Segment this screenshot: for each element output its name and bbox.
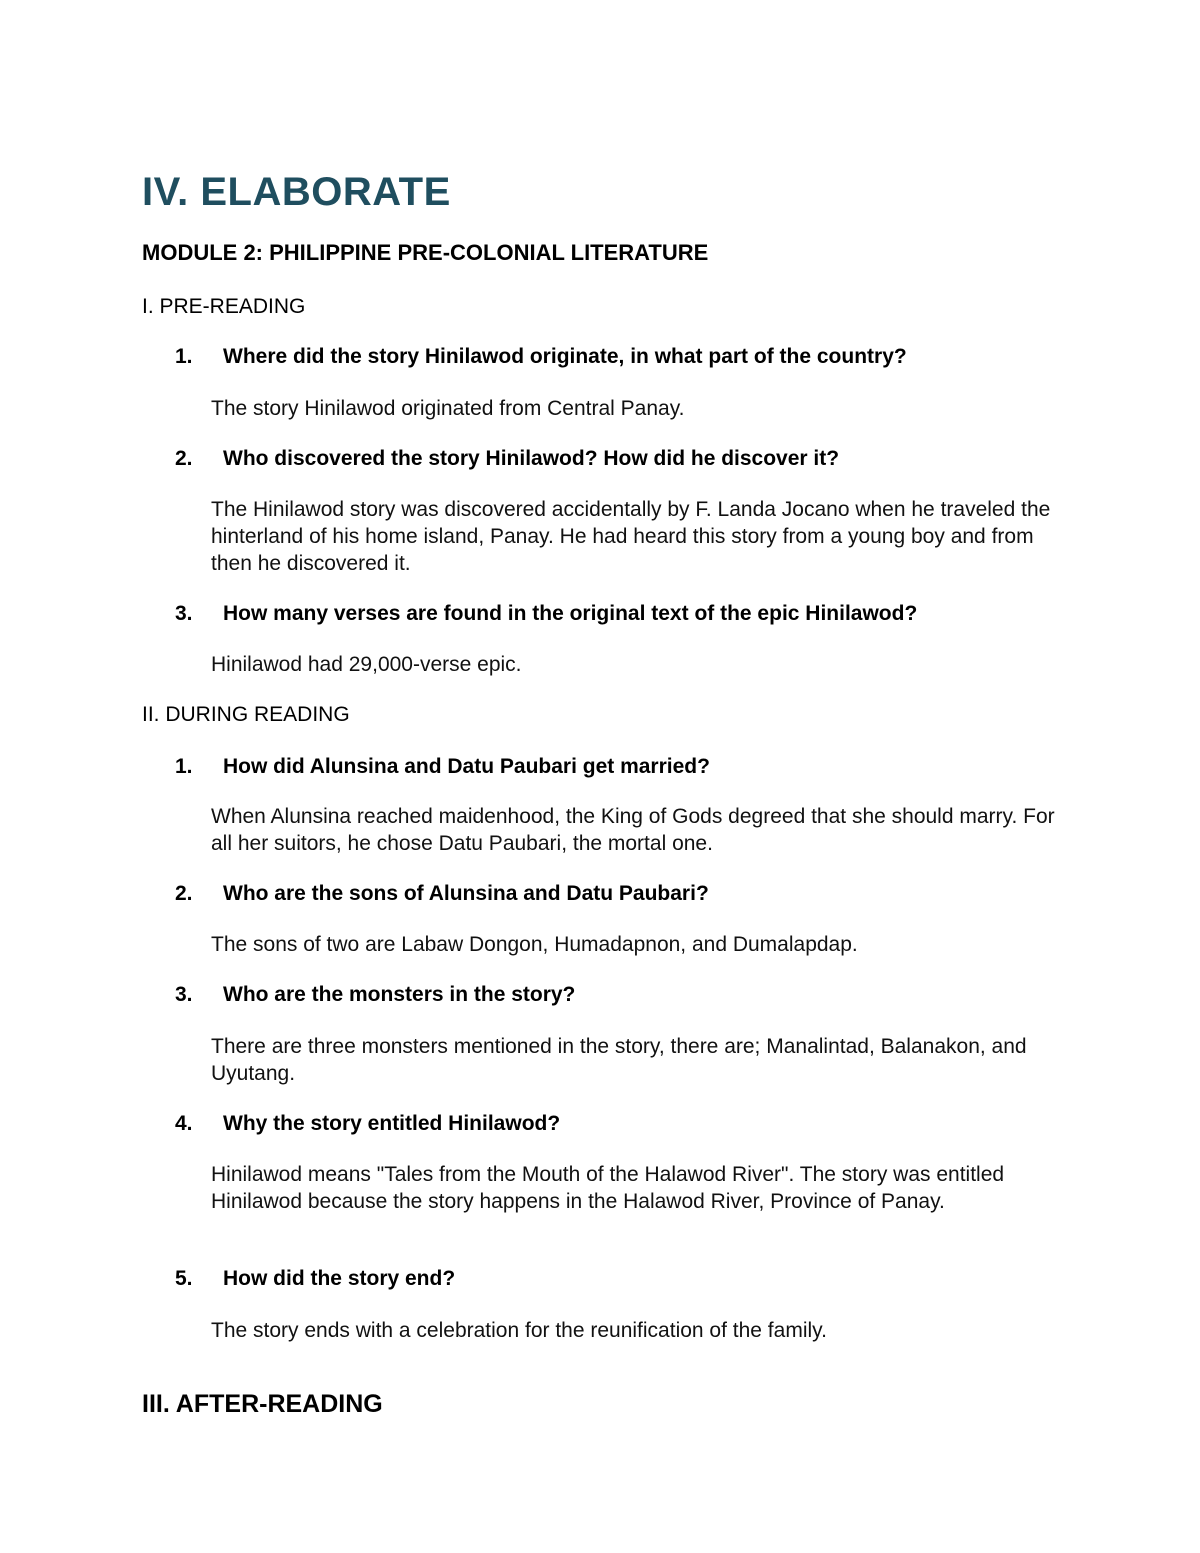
question-text: How many verses are found in the original text of the epic Hinilawod? xyxy=(223,602,918,625)
answer-text: The sons of two are Labaw Dongon, Humadapnon, and Dumalapdap. xyxy=(211,933,858,956)
question-number: 1. xyxy=(175,345,193,368)
question-text: How did Alunsina and Datu Paubari get married? xyxy=(223,755,710,778)
question-number: 4. xyxy=(175,1112,193,1135)
section-heading-pre-reading: I. PRE-READING xyxy=(142,295,306,318)
section-heading-during-reading: II. DURING READING xyxy=(142,703,350,726)
answer-text: When Alunsina reached maidenhood, the King of Gods degreed that she should marry. For all her suitors, he chose Datu Paubari, the mortal one. xyxy=(211,805,1055,855)
question-number: 3. xyxy=(175,602,193,625)
question-text: Who discovered the story Hinilawod? How did he discover it? xyxy=(223,447,840,470)
question-number: 3. xyxy=(175,983,193,1006)
answer-text: The story Hinilawod originated from Central Panay. xyxy=(211,397,685,420)
module-title: MODULE 2: PHILIPPINE PRE-COLONIAL LITERATURE xyxy=(142,240,709,265)
question-text: Where did the story Hinilawod originate, in what part of the country? xyxy=(223,345,907,368)
question-number: 2. xyxy=(175,882,193,905)
question-number: 1. xyxy=(175,755,193,778)
question-number: 2. xyxy=(175,447,193,470)
question-number: 5. xyxy=(175,1267,193,1290)
question-text: Who are the monsters in the story? xyxy=(223,983,576,1006)
answer-text: Hinilawod means "Tales from the Mouth of the Halawod River". The story was entitled Hinilawod because the story happens in the Halawod River, Province of Panay. xyxy=(211,1163,1005,1213)
question-text: Why the story entitled Hinilawod? xyxy=(223,1112,561,1135)
answer-text: There are three monsters mentioned in the story, there are; Manalintad, Balanakon, and Uyutang. xyxy=(211,1035,1027,1085)
question-text: How did the story end? xyxy=(223,1267,456,1290)
answer-text: The Hinilawod story was discovered accidentally by F. Landa Jocano when he traveled the hinterland of his home island, Panay. He had heard this story from a young boy and from then he discovered it. xyxy=(211,498,1051,575)
question-text: Who are the sons of Alunsina and Datu Paubari? xyxy=(223,882,709,905)
section-heading-after-reading: III. AFTER-READING xyxy=(142,1390,383,1418)
page-title: IV. ELABORATE xyxy=(142,170,451,214)
answer-text: The story ends with a celebration for the reunification of the family. xyxy=(211,1319,827,1342)
answer-text: Hinilawod had 29,000-verse epic. xyxy=(211,653,522,676)
